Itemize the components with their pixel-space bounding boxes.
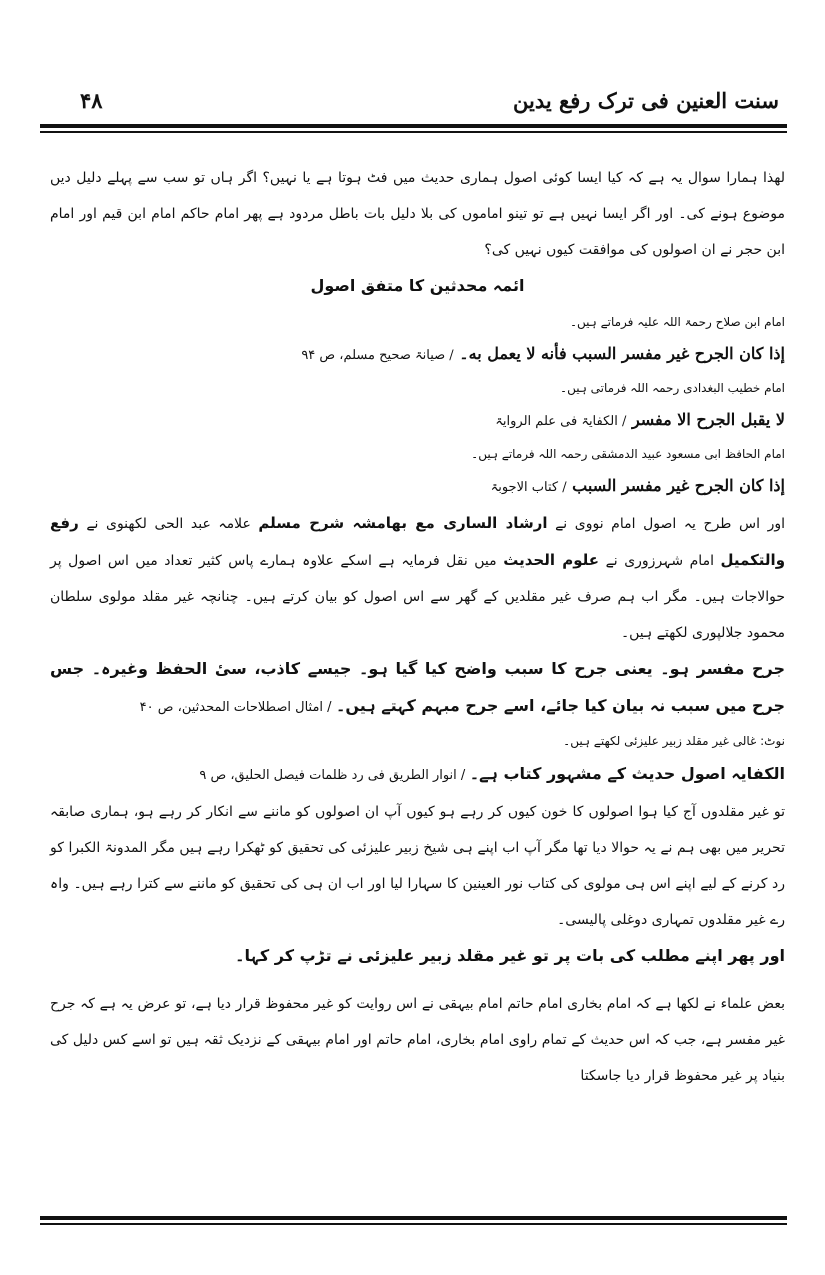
note-line: نوٹ: غالی غیر مقلد زبیر علیزئی لکھتے ہیں۔ bbox=[563, 734, 785, 748]
quote-5-reference: / انوار الطریق فی رد ظلمات فیصل الحلیق، ص ۹ bbox=[199, 768, 466, 783]
header-rule-thin bbox=[40, 131, 787, 133]
quote-1-intro: امام ابن صلاح رحمۃ اللہ علیہ فرماتے ہیں۔ bbox=[569, 315, 785, 329]
quote-3-intro: امام الحافظ ابی مسعود عبید الدمشقی رحمہ اللہ فرماتے ہیں۔ bbox=[471, 447, 785, 461]
quote-1 bbox=[50, 337, 785, 373]
quote-4 bbox=[50, 651, 785, 726]
quote-3-reference: / کتاب الاجوبۃ bbox=[490, 480, 567, 495]
sources-text-e: امام شہرزوری نے bbox=[605, 553, 714, 569]
quote-4-reference: / امثال اصطلاحات المحدثین، ص ۴۰ bbox=[139, 700, 332, 715]
paragraph-question: لھذا ہمارا سوال یہ ہے کہ کیا ایسا کوئی اصول ہماری حدیث میں فٹ ہوتا ہے یا نہیں؟ اگر ہاں تو سب سے پہلے دلیل دیں موضوع ہونے کی۔ اور اگر ایسا نہیں ہے تو تینو اماموں کی بلا دلیل بات باطل مردود ہے پھر امام حاکم امام ابن قیم اور امام ابن حجر نے ان اصولوں کی موافقت کیوں نہیں کی؟ bbox=[50, 170, 785, 258]
book-name-raf: رفع والتکمیل bbox=[50, 514, 786, 569]
quote-5-text: الکفایہ اصول حدیث کے مشہور کتاب ہے۔ bbox=[469, 764, 785, 783]
paragraph-statement: اور پھر اپنے مطلب کی بات پر تو غیر مقلد زبیر علیزئی نے تڑپ کر کہا۔ bbox=[235, 946, 785, 965]
book-title: سنت العنین فی ترک رفع یدین bbox=[513, 88, 779, 113]
paragraph-sources bbox=[50, 505, 785, 651]
quote-2-intro: امام خطیب البغدادی رحمہ اللہ فرماتی ہیں۔ bbox=[560, 381, 785, 395]
page-header bbox=[60, 82, 787, 122]
quote-3 bbox=[50, 469, 785, 505]
footer-rule-thick bbox=[40, 1216, 787, 1220]
book-name-irshad: ارشاد الساری مع بھامشہ شرح مسلم bbox=[258, 514, 548, 532]
quote-3-arabic: إذا كان الجرح غير مفسر السبب bbox=[572, 476, 785, 495]
header-rule-thick bbox=[40, 124, 787, 128]
section-heading: ائمہ محدثین کا متفق اصول bbox=[310, 276, 525, 295]
page-content bbox=[50, 160, 785, 1094]
quote-2 bbox=[50, 403, 785, 439]
sources-text-c: علامہ عبد الحی لکھنوی نے bbox=[86, 516, 251, 532]
sources-text-g: میں نقل فرمایہ ہے اسکے علاوہ ہمارے پاس کثیر تعداد میں اس اصول پر حوالاجات ہیں۔ مگر اب ہم صرف غیر مقلدیں کے گھر سے اس اصول کو بیان کرتے ہیں۔ چنانچہ غیر مقلد مولوی سلطان محمود جلالپوری لکھتے ہیں۔ bbox=[50, 553, 785, 641]
quote-2-arabic: لا يقبل الجرح الا مفسر bbox=[631, 410, 785, 429]
book-name-uloom: علوم الحدیث bbox=[503, 551, 600, 569]
sources-text-a: اور اس طرح یہ اصول امام نووی نے bbox=[555, 516, 785, 532]
quote-4-text: جرح مفسر ہو۔ یعنی جرح کا سبب واضح کیا گیا ہو۔ جیسے کاذب، سیٔ الحفظ وغیرہ۔ جس جرح میں سبب نہ بیان کیا جائے، اسے جرح مبہم کہتے ہیں۔ bbox=[50, 659, 785, 715]
paragraph-quote-scholars: بعض علماء نے لکھا ہے کہ امام بخاری امام حاتم امام بیہقی نے اس روایت کو غیر محفوظ قرار دیا ہے، تو عرض یہ ہے کہ جرح غیر مفسر ہے، جب کہ اس حدیث کے تمام راوی امام بخاری، امام حاتم اور امام بیہقی کے نزدیک ثقہ ہیں تو اسے کس دلیل کی بنیاد پر غیر محفوظ قرار دیا جاسکتا bbox=[50, 996, 785, 1084]
footer-rule-thin bbox=[40, 1223, 787, 1225]
quote-2-reference: / الکفایۃ فی علم الروایۃ bbox=[495, 414, 627, 429]
paragraph-criticism: تو غیر مقلدوں آج کیا ہوا اصولوں کا خون کیوں کر رہے ہو کیوں آپ ان اصولوں کو ماننے سے انکار کر رہے ہو، ہماری صابقہ تحریر میں بھی ہم نے یہ حوالا دیا تھا مگر آپ اب اپنے ہی شیخ زبیر علیزئی کی تحقیق کو ٹھکرا رہے ہیں مگر المدونۃ الکبرا کو رد کرنے کے لیے اپنے اس ہی مولوی کی کتاب نور العینین کا سہارا لیا اور اب ان ہی کی تحقیق کو ماننے سے کترا رہے ہیں۔ واہ رے غیر مقلدوں تمہاری دوغلی پالیسی۔ bbox=[50, 804, 785, 928]
quote-1-arabic: إذا كان الجرح غير مفسر السبب فأنه لا يعمل به۔ bbox=[459, 344, 785, 363]
quote-1-reference: / صیانۃ صحیح مسلم، ص ۹۴ bbox=[301, 348, 454, 363]
quote-5 bbox=[50, 756, 785, 794]
page-number: ۴۸ bbox=[80, 88, 103, 113]
